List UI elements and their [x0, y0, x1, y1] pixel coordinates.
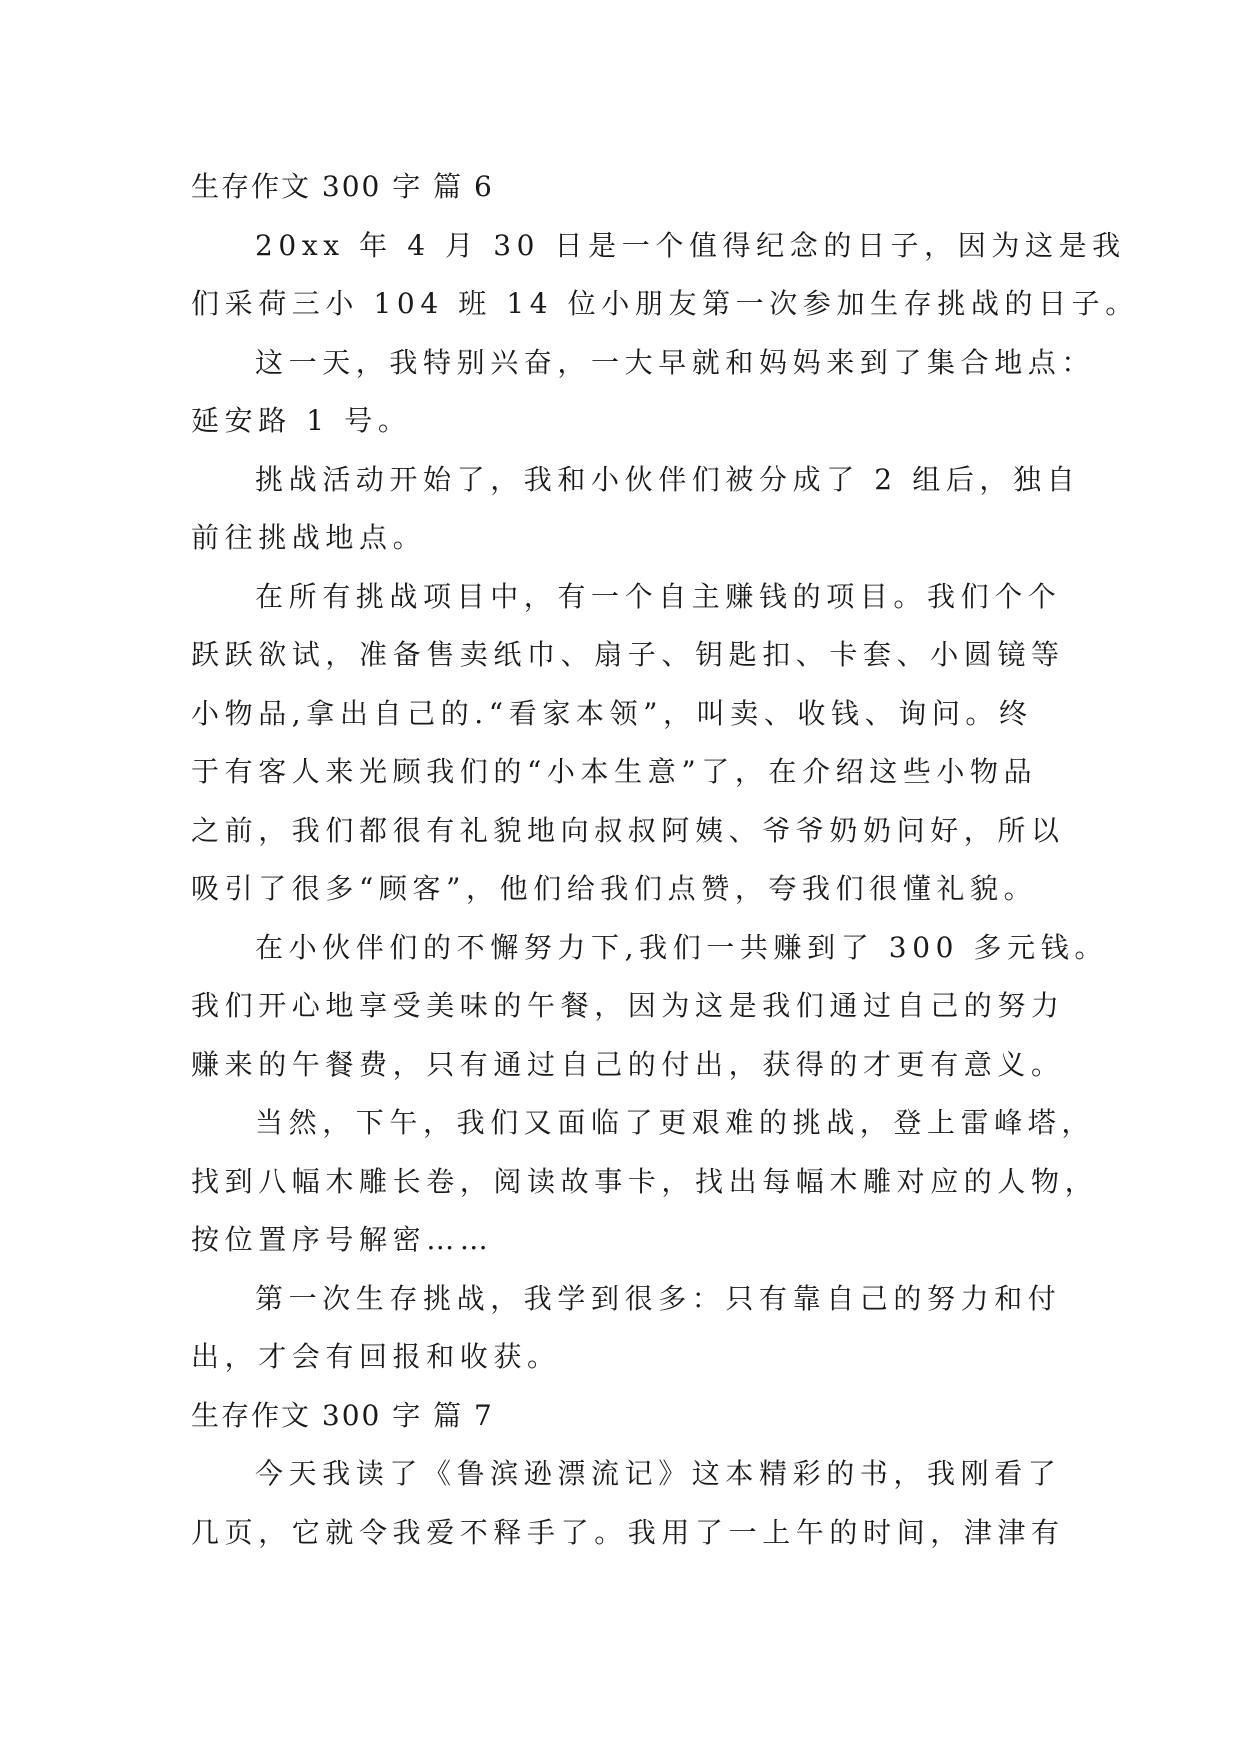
text-line: 之前，我们都很有礼貌地向叔叔阿姨、爷爷奶奶问好，所以 [191, 813, 1065, 847]
text-line: 找到八幅木雕长卷，阅读故事卡，找出每幅木雕对应的人物， [191, 1164, 1099, 1198]
essay-section [191, 158, 1139, 1387]
text-line: 吸引了很多“顾客”，他们给我们点赞，夸我们很懂礼貌。 [191, 872, 1038, 905]
text-line: 在所有挑战项目中，有一个自主赚钱的项目。我们个个 [255, 579, 1062, 613]
text-line: 前往挑战地点。 [191, 521, 427, 554]
text-line: 几页，它就令我爱不释手了。我用了一上午的时间，津津有 [191, 1515, 1065, 1549]
document-body [191, 158, 1139, 1562]
text-line: 这一天，我特别兴奋，一大早就和妈妈来到了集合地点： [255, 345, 1096, 379]
text-line: 今天我读了《鲁滨逊漂流记》这本精彩的书，我刚看了 [255, 1457, 1062, 1490]
paragraph [191, 451, 1081, 568]
paragraph [191, 334, 1096, 451]
paragraph [191, 1445, 1071, 1562]
text-line: 挑战活动开始了，我和小伙伴们被分成了 2 组后，独自 [255, 462, 1081, 496]
text-line: 按位置序号解密…… [191, 1223, 494, 1256]
text-line: 跃跃欲试，准备售卖纸巾、扇子、钥匙扣、卡套、小圆镜等 [191, 638, 1065, 671]
text-line: 当然，下午，我们又面临了更艰难的挑战，登上雷峰塔， [255, 1106, 1096, 1139]
section-heading: 生存作文 300 字 篇 6 [191, 170, 494, 203]
text-line: 小物品,拿出自己的.“看家本领”，叫卖、收钱、询问。终 [191, 696, 1033, 730]
paragraph [191, 1270, 1071, 1387]
paragraph [191, 568, 1071, 919]
text-line: 赚来的午餐费，只有通过自己的付出，获得的才更有意义。 [191, 1047, 1065, 1081]
paragraph [191, 1094, 1099, 1270]
section-heading: 生存作文 300 字 篇 7 [191, 1398, 494, 1432]
text-line: 延安路 1 号。 [191, 404, 412, 437]
text-line: 我们开心地享受美味的午餐，因为这是我们通过自己的努力 [191, 989, 1065, 1022]
text-line: 第一次生存挑战，我学到很多：只有靠自己的努力和付 [255, 1281, 1062, 1315]
essay-section [191, 1387, 1071, 1563]
paragraph [191, 919, 1108, 1095]
text-line: 20xx 年 4 月 30 日是一个值得纪念的日子，因为这是我 [255, 228, 1126, 262]
paragraph [191, 217, 1139, 334]
text-line: 出，才会有回报和收获。 [191, 1340, 561, 1373]
text-line: 们采荷三小 104 班 14 位小朋友第一次参加生存挑战的日子。 [191, 287, 1139, 320]
text-line: 于有客人来光顾我们的“小本生意”了，在介绍这些小物品 [191, 755, 1038, 788]
text-line: 在小伙伴们的不懈努力下,我们一共赚到了 300 多元钱。 [255, 930, 1108, 964]
